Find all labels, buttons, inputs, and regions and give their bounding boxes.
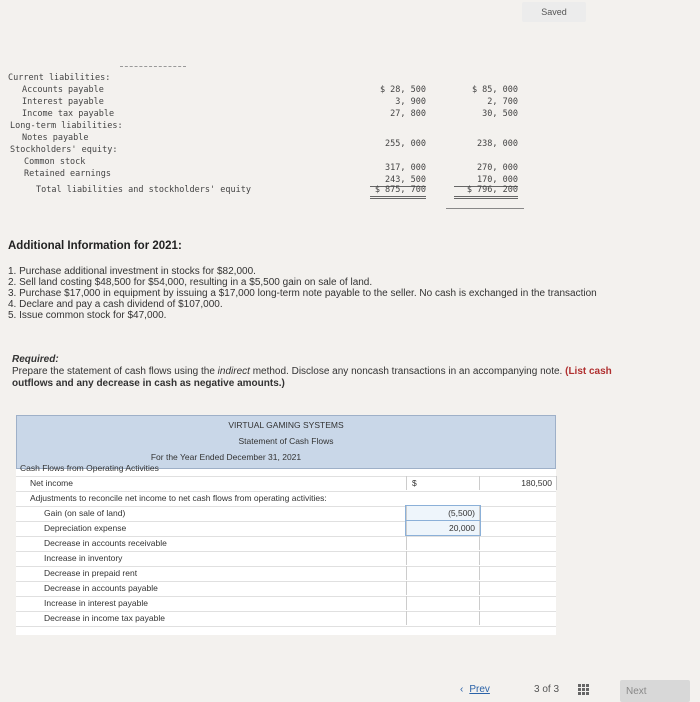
bs-label: Income tax payable	[22, 109, 115, 119]
bs-value-2021: 27, 800	[390, 109, 426, 119]
bs-value-2021: 255, 000	[385, 139, 426, 149]
bs-label: Notes payable	[22, 133, 89, 143]
row-label: Adjustments to reconcile net income to net cash flows from operating activities:	[30, 493, 327, 503]
chevron-left-icon: ‹	[460, 684, 464, 695]
list-item: 4. Declare and pay a cash dividend of $107,000.	[8, 299, 223, 310]
dollar-sign: $	[412, 478, 417, 488]
bs-label: Stockholders' equity:	[10, 145, 118, 155]
row-label: Increase in interest payable	[44, 598, 148, 608]
list-item: 5. Issue common stock for $47,000.	[8, 310, 167, 321]
amount-input[interactable]	[406, 566, 480, 580]
amount-input[interactable]	[406, 506, 480, 520]
saved-badge: Saved	[522, 2, 586, 22]
bs-value-2020: 2, 700	[487, 97, 518, 107]
table-row	[16, 461, 556, 477]
required-note: (List cash	[565, 366, 612, 377]
bs-value-2020: 30, 500	[482, 109, 518, 119]
row-label: Depreciation expense	[44, 523, 127, 533]
table-row	[16, 476, 556, 492]
bs-value-2021: 317, 000	[385, 163, 426, 173]
additional-info-list	[8, 266, 597, 321]
bs-total-2021: $ 875, 700	[370, 184, 426, 199]
row-label: Decrease in income tax payable	[44, 613, 165, 623]
bs-value-2021: 3, 900	[395, 97, 426, 107]
list-item: 3. Purchase $17,000 in equipment by issuing a $17,000 long-term note payable to the seller. No cash is exchanged in the transaction	[8, 288, 597, 299]
list-item: 2. Sell land costing $48,500 for $54,000, resulting in a $5,500 gain on sale of land.	[8, 277, 373, 288]
row-label: Increase in inventory	[44, 553, 123, 563]
next-label: Next	[626, 686, 647, 697]
table-row	[16, 596, 556, 612]
required-note: outflows and any decrease in cash as negative amounts.)	[12, 378, 285, 389]
pagination	[460, 682, 700, 700]
table-row	[16, 581, 556, 597]
bs-label: Current liabilities:	[8, 73, 111, 83]
row-label: Net income	[30, 478, 73, 488]
grid-icon[interactable]	[578, 684, 590, 696]
bs-value-2020: $ 85, 000	[471, 85, 518, 95]
bs-label: Common stock	[24, 157, 86, 167]
bs-value-2020: 238, 000	[477, 139, 518, 149]
amount-value: 20,000	[449, 523, 475, 533]
bs-value-2020: 170, 000	[454, 174, 518, 187]
amount-input[interactable]	[406, 581, 480, 595]
row-label: Cash Flows from Operating Activities	[20, 463, 159, 473]
table-row	[16, 551, 556, 567]
amount-input[interactable]	[406, 521, 480, 535]
bs-label: Long-term liabilities:	[10, 121, 123, 131]
amount-value: 180,500	[521, 478, 552, 488]
bs-value-2021: 243, 500	[370, 174, 426, 187]
bs-value-2020: 270, 000	[477, 163, 518, 173]
table-row	[16, 491, 556, 507]
amount-cell[interactable]	[406, 476, 480, 490]
bs-label: Total liabilities and stockholders' equity	[36, 185, 251, 195]
amount-value: (5,500)	[448, 508, 475, 518]
company-name: VIRTUAL GAMING SYSTEMS	[228, 420, 344, 430]
statement-title: Statement of Cash Flows	[238, 436, 334, 446]
bs-total-2020: $ 796, 200	[454, 184, 518, 199]
amount-input[interactable]	[406, 551, 480, 565]
page-count: 3 of 3	[534, 684, 560, 695]
required-text: method. Disclose any noncash transactions in an accompanying note.	[249, 366, 566, 377]
bs-label: Retained earnings	[24, 169, 111, 179]
table-row	[16, 566, 556, 582]
table-row	[16, 521, 556, 537]
amount-input[interactable]	[406, 536, 480, 550]
divider	[446, 208, 524, 209]
table-row	[16, 506, 556, 522]
bs-value-2021: $ 28, 500	[379, 85, 426, 95]
required-instructions	[12, 354, 700, 390]
prev-label: Prev	[469, 684, 490, 695]
cash-flow-statement	[16, 415, 556, 635]
row-label: Decrease in prepaid rent	[44, 568, 138, 578]
required-text: Prepare the statement of cash flows using the	[12, 366, 218, 377]
table-row	[16, 536, 556, 552]
table-row	[16, 611, 556, 627]
additional-info-title: Additional Information for 2021:	[8, 240, 182, 252]
row-label: Decrease in accounts payable	[44, 583, 158, 593]
required-title: Required:	[12, 354, 59, 365]
statement-period: For the Year Ended December 31, 2021	[150, 452, 302, 462]
amount-cell[interactable]	[412, 476, 557, 490]
row-label: Gain (on sale of land)	[44, 508, 126, 518]
prev-button[interactable]	[460, 684, 490, 695]
amount-input[interactable]	[406, 611, 480, 625]
bs-label: Interest payable	[22, 97, 104, 107]
bs-label: Accounts payable	[22, 85, 104, 95]
list-item: 1. Purchase additional investment in stocks for $82,000.	[8, 266, 256, 277]
row-label: Decrease in accounts receivable	[44, 538, 167, 548]
next-button[interactable]	[620, 680, 690, 702]
amount-input[interactable]	[406, 596, 480, 610]
required-emphasis: indirect	[217, 366, 250, 377]
